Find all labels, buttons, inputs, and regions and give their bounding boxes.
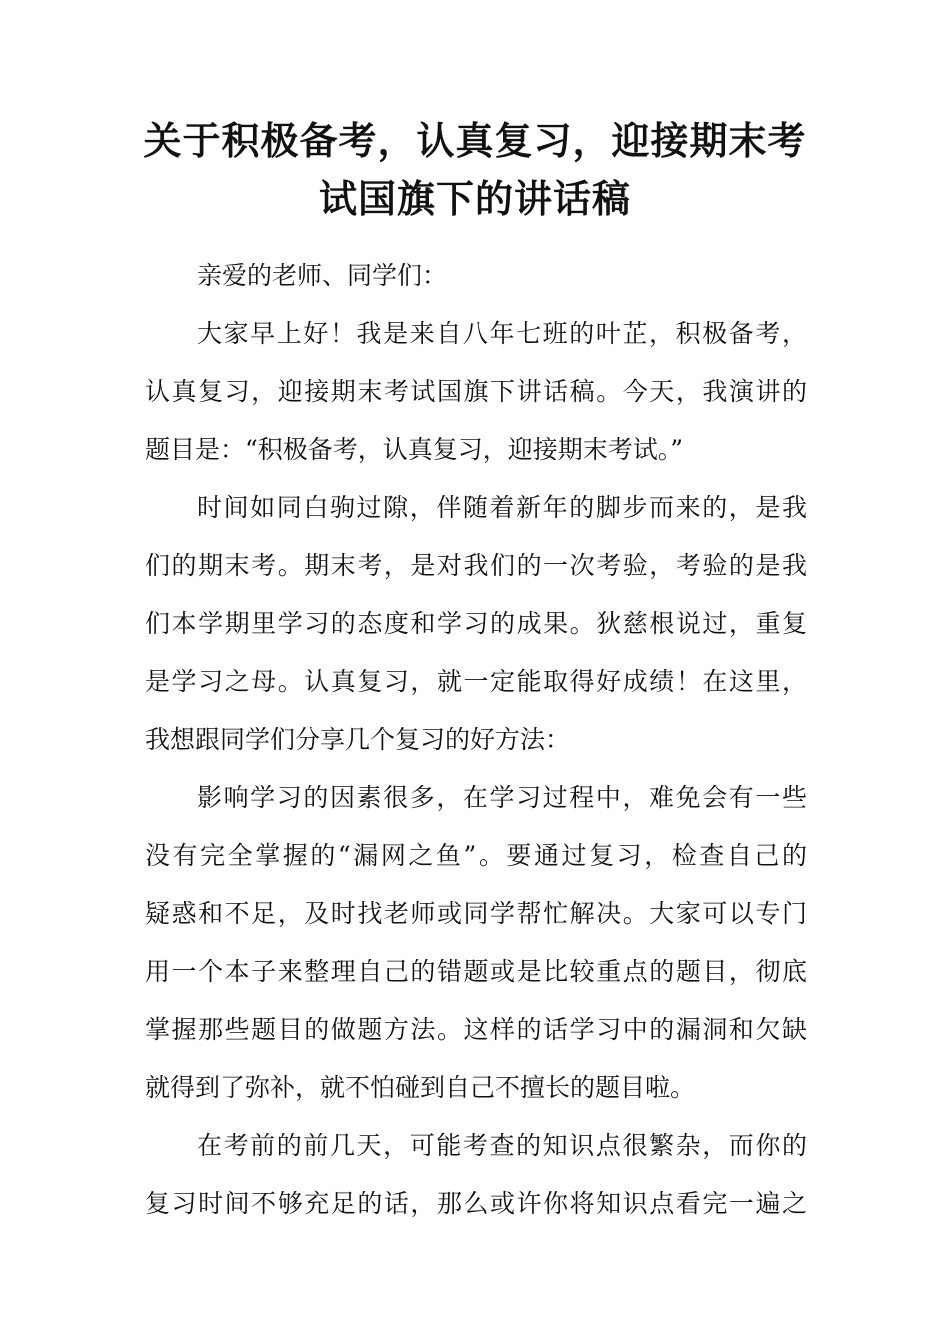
text-line: 们本学期里学习的态度和学习的成果。狄慈根说过，重复 bbox=[145, 609, 807, 638]
text-line: 是学习之母。认真复习，就一定能取得好成绩！在这里， bbox=[145, 667, 807, 696]
text-line: 时间如同白驹过隙，伴随着新年的脚步而来的，是我 bbox=[197, 493, 807, 522]
title-line-1: 关于积极备考，认真复习，迎接期末考 bbox=[143, 119, 807, 163]
text-line: 就得到了弥补，就不怕碰到自己不擅长的题目啦。 bbox=[145, 1073, 696, 1102]
text-line: 题目是：“积极备考，认真复习，迎接期末考试。” bbox=[145, 435, 684, 464]
text-line: 影响学习的因素很多，在学习过程中，难免会有一些 bbox=[197, 783, 807, 812]
text-line: 没有完全掌握的“漏网之鱼”。要通过复习，检查自己的 bbox=[145, 841, 807, 870]
text-line: 亲爱的老师、同学们： bbox=[197, 261, 448, 290]
text-line: 认真复习，迎接期末考试国旗下讲话稿。今天，我演讲的 bbox=[145, 377, 807, 406]
document-title bbox=[140, 112, 810, 228]
text-line: 掌握那些题目的做题方法。这样的话学习中的漏洞和欠缺 bbox=[145, 1015, 807, 1044]
text-line: 在考前的前几天，可能考查的知识点很繁杂，而你的 bbox=[197, 1131, 807, 1160]
text-line: 们的期末考。期末考，是对我们的一次考验，考验的是我 bbox=[145, 551, 807, 580]
text-line: 我想跟同学们分享几个复习的好方法： bbox=[145, 725, 571, 754]
text-line: 复习时间不够充足的话，那么或许你将知识点看完一遍之 bbox=[145, 1189, 807, 1218]
title-line-2: 试国旗下的讲话稿 bbox=[318, 177, 631, 221]
text-line: 用一个本子来整理自己的错题或是比较重点的题目，彻底 bbox=[145, 957, 807, 986]
document-body bbox=[145, 247, 807, 1233]
text-line: 疑惑和不足，及时找老师或同学帮忙解决。大家可以专门 bbox=[145, 899, 807, 928]
text-line: 大家早上好！我是来自八年七班的叶芷，积极备考， bbox=[197, 319, 807, 348]
